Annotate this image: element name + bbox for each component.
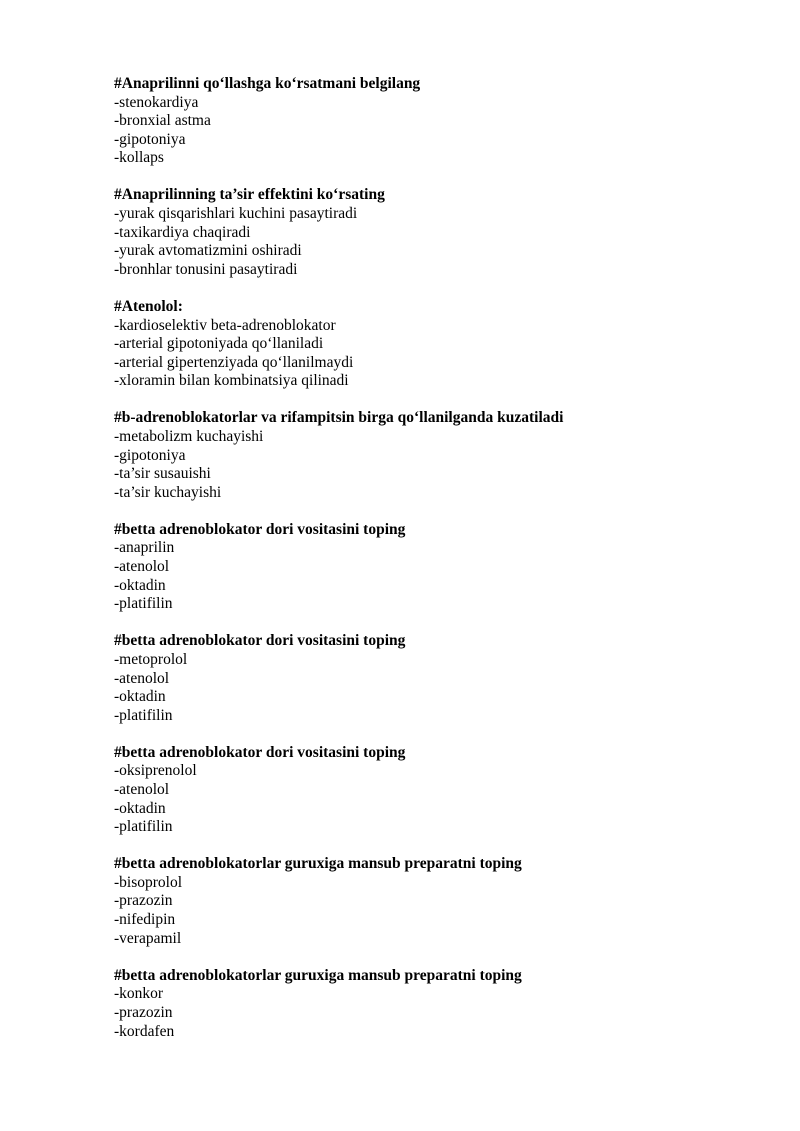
- answer-option: -gipotoniya: [114, 130, 186, 148]
- answer-option: -ta’sir kuchayishi: [114, 483, 222, 501]
- question-block: [114, 632, 754, 725]
- answer-option: -stenokardiya: [114, 93, 199, 111]
- answer-option: -arterial gipotoniyada qo‘llaniladi: [114, 335, 324, 353]
- question-title: #betta adrenoblokatorlar guruxiga mansub preparatni toping: [114, 855, 522, 873]
- answer-option: -atenolol: [114, 558, 170, 576]
- answer-option: -bronhlar tonusini pasaytiradi: [114, 260, 298, 278]
- answer-option: -bisoprolol: [114, 873, 183, 891]
- answer-option: -kardioselektiv beta-adrenoblokator: [114, 316, 336, 334]
- question-block: [114, 186, 754, 279]
- answer-option: -prazozin: [114, 1003, 173, 1021]
- answer-option: -oktadin: [114, 576, 166, 594]
- answer-option: -yurak qisqarishlari kuchini pasaytiradi: [114, 205, 358, 223]
- answer-option: -kollaps: [114, 149, 164, 167]
- question-title: #b-adrenoblokatorlar va rifampitsin birga qo‘llanilganda kuzatiladi: [114, 409, 564, 427]
- answer-option: -yurak avtomatizmini oshiradi: [114, 242, 302, 260]
- answer-option: -arterial gipertenziyada qo‘llanilmaydi: [114, 353, 354, 371]
- question-title: #betta adrenoblokator dori vositasini toping: [114, 520, 406, 538]
- question-title: #Atenolol:: [114, 297, 183, 315]
- answer-option: -ta’sir susauishi: [114, 465, 211, 483]
- question-block: [114, 521, 754, 614]
- question-block: [114, 967, 754, 1041]
- answer-option: -verapamil: [114, 929, 182, 947]
- question-title: #betta adrenoblokator dori vositasini toping: [114, 743, 406, 761]
- document-page: [114, 75, 754, 1060]
- answer-option: -atenolol: [114, 669, 170, 687]
- answer-option: -metoprolol: [114, 650, 188, 668]
- question-block: [114, 298, 754, 391]
- question-block: [114, 75, 754, 168]
- question-block: [114, 744, 754, 837]
- answer-option: -oktadin: [114, 688, 166, 706]
- question-title: #Anaprilinni qo‘llashga ko‘rsatmani belgilang: [114, 75, 421, 92]
- question-block: [114, 409, 754, 502]
- answer-option: -bronxial astma: [114, 112, 211, 130]
- answer-option: -kordafen: [114, 1022, 175, 1040]
- answer-option: -platifilin: [114, 818, 173, 836]
- answer-option: -taxikardiya chaqiradi: [114, 223, 251, 241]
- answer-option: -anaprilin: [114, 539, 175, 557]
- answer-option: -oktadin: [114, 799, 166, 817]
- answer-option: -prazozin: [114, 892, 173, 910]
- answer-option: -gipotoniya: [114, 446, 186, 464]
- answer-option: -nifedipin: [114, 911, 176, 929]
- question-title: #betta adrenoblokatorlar guruxiga mansub preparatni toping: [114, 966, 522, 984]
- question-block: [114, 855, 754, 948]
- question-title: #Anaprilinning ta’sir effektini ko‘rsating: [114, 186, 385, 204]
- answer-option: -xloramin bilan kombinatsiya qilinadi: [114, 372, 349, 390]
- answer-option: -metabolizm kuchayishi: [114, 428, 264, 445]
- answer-option: -platifilin: [114, 595, 173, 613]
- answer-option: -platifilin: [114, 706, 173, 724]
- answer-option: -konkor: [114, 985, 164, 1003]
- answer-option: -oksiprenolol: [114, 762, 197, 780]
- question-title: #betta adrenoblokator dori vositasini toping: [114, 632, 406, 650]
- answer-option: -atenolol: [114, 781, 170, 798]
